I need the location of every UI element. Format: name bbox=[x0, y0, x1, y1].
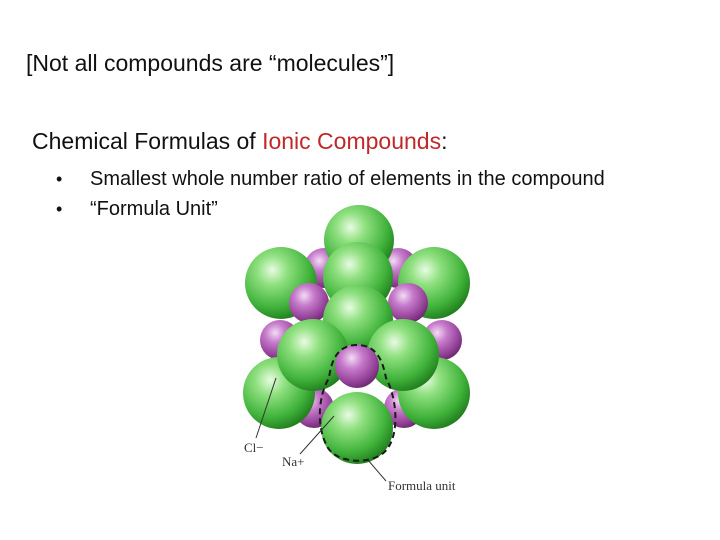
bullet-text: “Formula Unit” bbox=[90, 198, 218, 220]
heading-highlight: Ionic Compounds bbox=[262, 128, 442, 154]
nacl-lattice-figure bbox=[236, 198, 486, 498]
heading-suffix: : bbox=[441, 128, 448, 154]
sodium-ion bbox=[289, 283, 329, 323]
bullet-icon: • bbox=[56, 169, 63, 189]
slide-heading bbox=[32, 126, 447, 156]
formula-unit-label: Formula unit bbox=[388, 478, 456, 493]
sodium-label: Na+ bbox=[282, 454, 305, 469]
bullet-text: Smallest whole number ratio of elements in the compound bbox=[90, 168, 605, 190]
bullet-item bbox=[54, 164, 605, 194]
lattice bbox=[243, 205, 470, 464]
chloride-label: Cl− bbox=[244, 440, 264, 455]
heading-prefix: Chemical Formulas of bbox=[32, 128, 263, 154]
formula-unit-leader-line bbox=[368, 460, 386, 481]
bullet-icon: • bbox=[56, 199, 63, 219]
sodium-ion bbox=[388, 283, 428, 323]
note-text: [Not all compounds are “molecules”] bbox=[26, 50, 395, 76]
